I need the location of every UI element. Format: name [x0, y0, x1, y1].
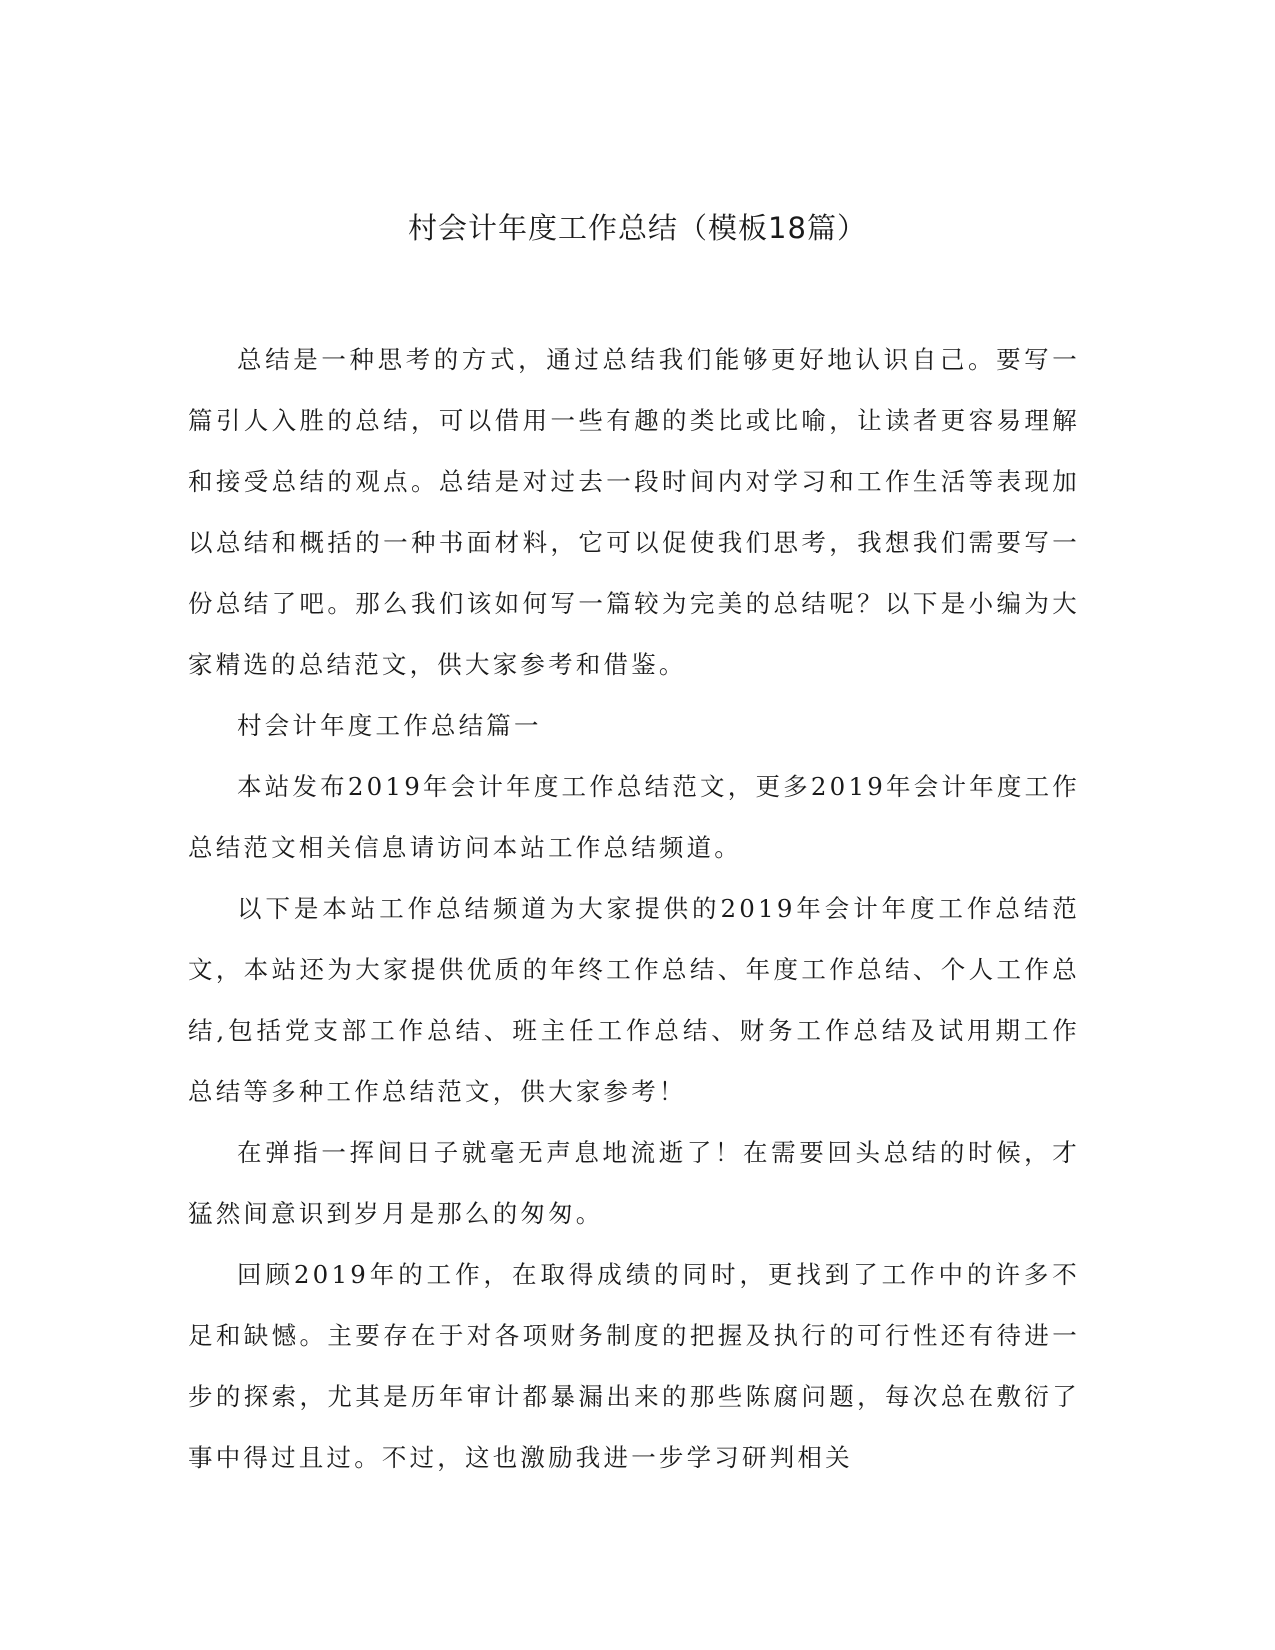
body-paragraph: 以下是本站工作总结频道为大家提供的2019年会计年度工作总结范文，本站还为大家提供优质的年终工作总结、年度工作总结、个人工作总结,包括党支部工作总结、班主任工作总结、财务工作总结及试用期工作总结等多种工作总结范文，供大家参考！: [188, 894, 1080, 1106]
document-title: 村会计年度工作总结（模板18篇）: [408, 211, 867, 245]
document-body: [188, 329, 1080, 1488]
body-paragraph: 在弹指一挥间日子就毫无声息地流逝了！在需要回头总结的时候，才猛然间意识到岁月是那么的匆匆。: [188, 1138, 1080, 1228]
body-paragraph: 本站发布2019年会计年度工作总结范文，更多2019年会计年度工作总结范文相关信息请访问本站工作总结频道。: [188, 772, 1080, 862]
intro-paragraph: 总结是一种思考的方式，通过总结我们能够更好地认识自己。要写一篇引人入胜的总结，可以借用一些有趣的类比或比喻，让读者更容易理解和接受总结的观点。总结是对过去一段时间内对学习和工作生活等表现加以总结和概括的一种书面材料，它可以促使我们思考，我想我们需要写一份总结了吧。那么我们该如何写一篇较为完美的总结呢？以下是小编为大家精选的总结范文，供大家参考和借鉴。: [188, 345, 1080, 679]
body-paragraph: 回顾2019年的工作，在取得成绩的同时，更找到了工作中的许多不足和缺憾。主要存在于对各项财务制度的把握及执行的可行性还有待进一步的探索，尤其是历年审计都暴漏出来的那些陈腐问题，每次总在敷衍了事中得过且过。不过，这也激励我进一步学习研判相关: [188, 1260, 1080, 1472]
section-heading: 村会计年度工作总结篇一: [237, 711, 542, 740]
